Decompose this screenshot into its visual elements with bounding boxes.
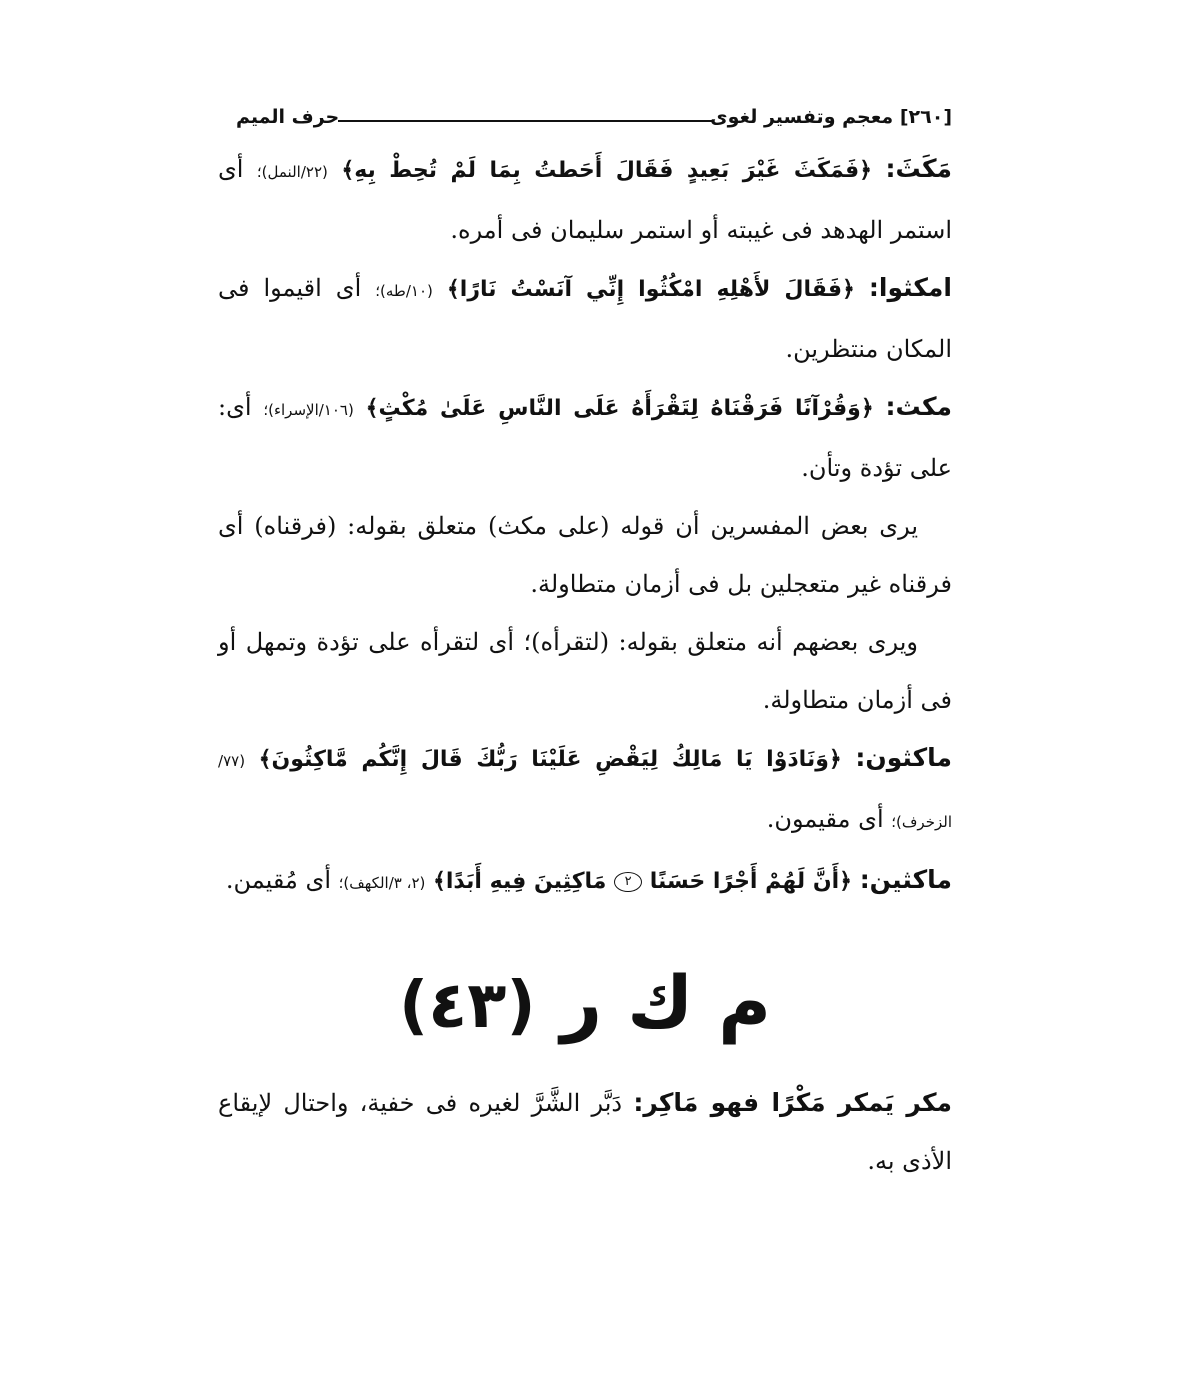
headword: امكثوا:	[868, 273, 952, 302]
header-rule	[338, 120, 712, 122]
definition: أى: على تؤدة وتأن.	[218, 393, 952, 482]
headword: مكر يَمكر مَكْرًا فهو مَاكِر:	[633, 1088, 953, 1117]
note-paragraph: يرى بعض المفسرين أن قوله (على مكث) متعلق بقوله: (فرقناه) أى فرقناه غير متعجلين بل فى أزمان متطاولة.	[218, 512, 952, 598]
page-number: [٢٦٠]	[899, 106, 952, 128]
entry-makithin	[218, 851, 952, 912]
quran-verse: ﴿فَمَكَثَ غَيْرَ بَعِيدٍ فَقَالَ أَحَطتُ بِمَا لَمْ تُحِطْ بِهِ﴾	[341, 158, 873, 183]
quran-verse: ﴿فَقَالَ لأَهْلِهِ امْكُثُوا إِنِّي آنَسْتُ نَارًا﴾	[446, 277, 855, 302]
definition: أى استمر الهدهد فى غيبته أو استمر سليمان فى أمره.	[218, 155, 952, 244]
root-heading	[218, 960, 952, 1044]
quran-verse: ﴿وَنَادَوْا يَا مَالِكُ لِيَقْضِ عَلَيْنَا رَبُّكَ قَالَ إِنَّكُم مَّاكِثُونَ﴾	[258, 747, 842, 772]
entry-makatha	[218, 140, 952, 259]
root-number: (٤٣)	[398, 969, 536, 1043]
verse-reference: (٢٢/النمل)؛	[256, 163, 328, 181]
headword: مَكَثَ:	[885, 154, 952, 183]
ayah-number-icon: ٢	[614, 872, 642, 892]
headword: ماكثون:	[855, 743, 952, 772]
verse-reference: (٧٧/الزخرف)؛	[218, 752, 952, 831]
definition: أى مُقيمن.	[225, 866, 331, 894]
verse-reference: (١٠/طه)؛	[375, 282, 433, 300]
header-book	[710, 106, 952, 128]
book-title: معجم وتفسير لغوى	[710, 106, 894, 128]
headword: ماكثين:	[859, 865, 952, 894]
quran-verse-part-a: ﴿أَنَّ لَهُمْ أَجْرًا حَسَنًا	[649, 869, 853, 894]
quran-verse-part-b: مَاكِثِينَ فِيهِ أَبَدًا﴾	[433, 869, 607, 894]
entry-umkuthu	[218, 259, 952, 378]
headword: مكث:	[885, 392, 952, 421]
definition: دَبَّر الشَّرَّ لغيره فى خفية، واحتال لإيقاع الأذى به.	[218, 1089, 952, 1175]
entry-makr	[218, 1074, 952, 1190]
quran-verse: ﴿وَقُرْآنًا فَرَقْنَاهُ لِتَقْرَأَهُ عَلَى النَّاسِ عَلَىٰ مُكْثٍ﴾	[365, 396, 874, 421]
definition: أى اقيموا فى المكان منتظرين.	[218, 274, 952, 363]
note-paragraph: ويرى بعضهم أنه متعلق بقوله: (لتقرأه)؛ أى لتقرأه على تؤدة وتمهل أو فى أزمان متطاولة.	[218, 628, 952, 714]
root-letters: م ك ر	[560, 960, 772, 1044]
entry-mukth	[218, 378, 952, 497]
running-header	[218, 96, 952, 140]
verse-reference: (٢، ٣/الكهف)؛	[338, 874, 426, 892]
definition: أى مقيمون.	[766, 805, 884, 833]
book-page	[218, 96, 952, 1190]
entry-makithun	[218, 729, 952, 851]
verse-reference: (١٠٦/الإسراء)؛	[263, 401, 354, 419]
chapter-title: حرف الميم	[236, 106, 340, 128]
